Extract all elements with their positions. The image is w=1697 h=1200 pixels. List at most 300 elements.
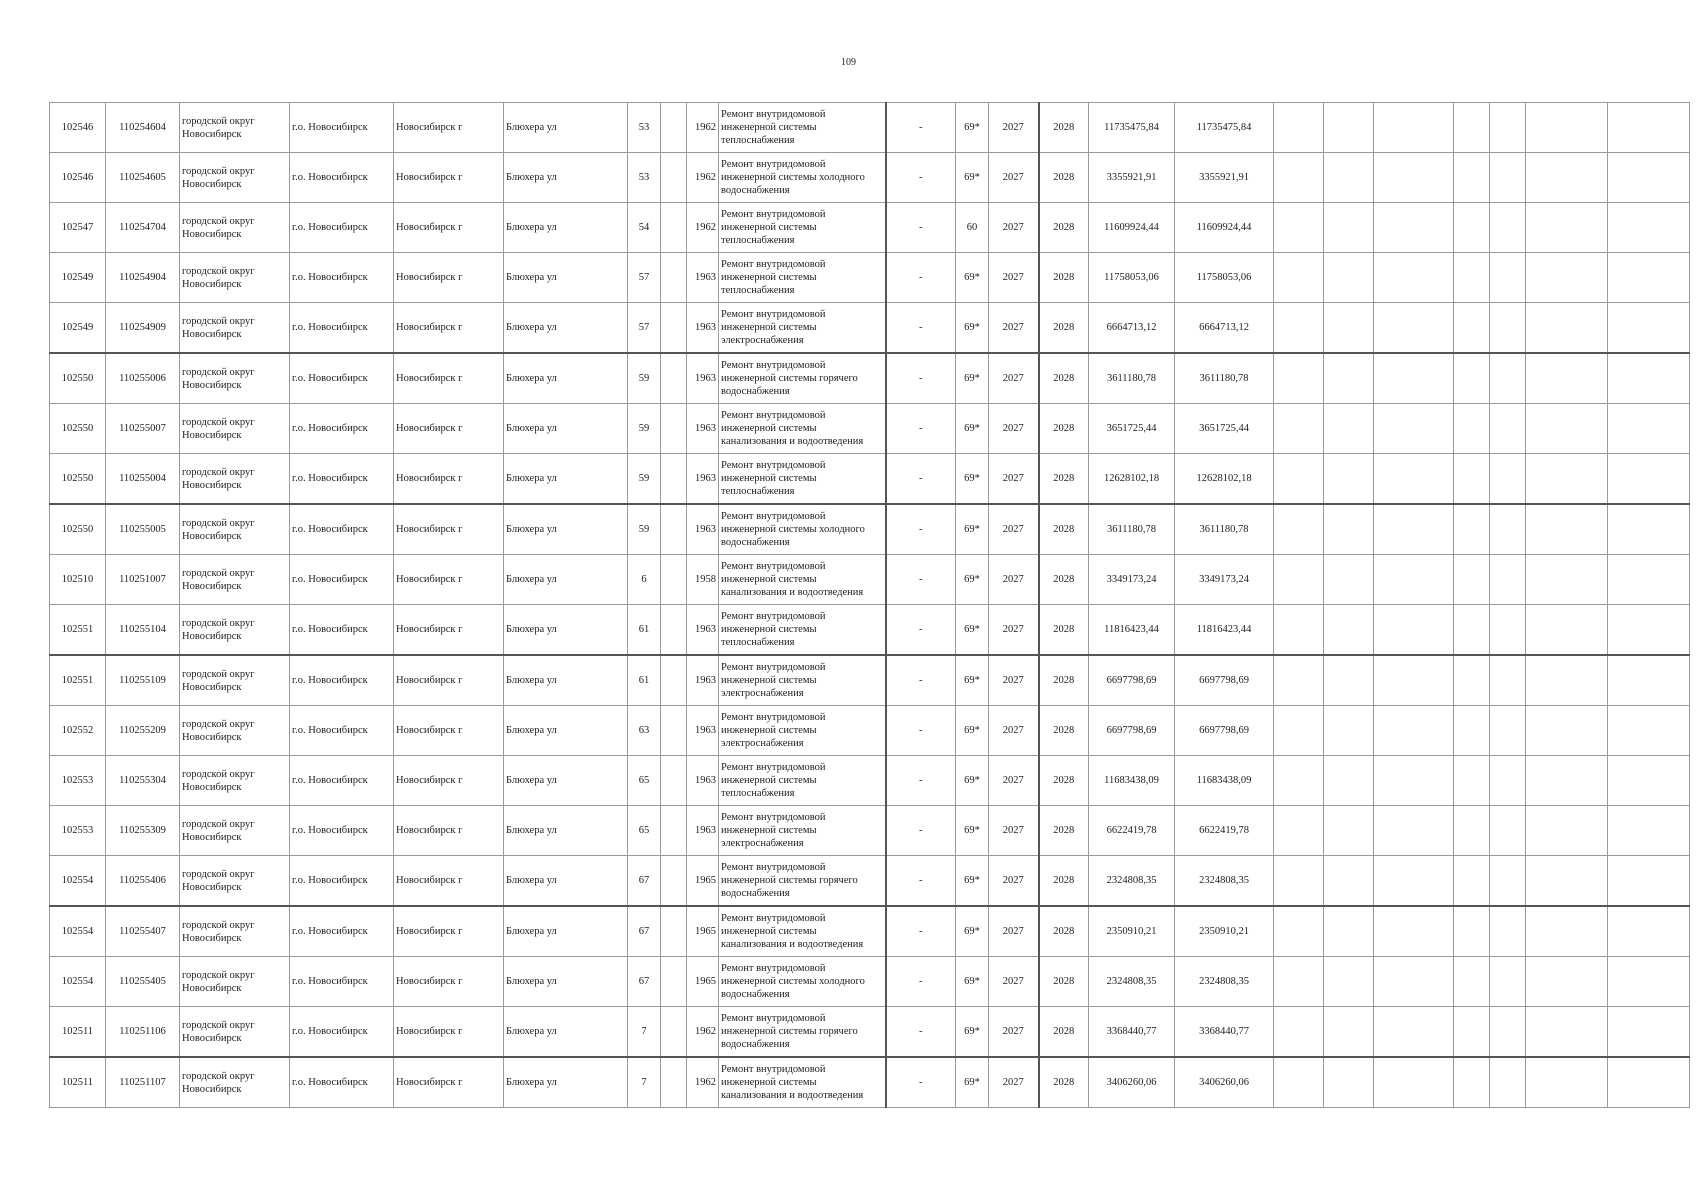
cell-code: 110254909 <box>106 303 180 354</box>
cell-code: 110255104 <box>106 605 180 656</box>
cell-corpus <box>661 706 687 756</box>
cell-wear: 69* <box>956 555 989 605</box>
cell-empty <box>1490 1007 1526 1058</box>
cell-year-end: 2028 <box>1039 153 1089 203</box>
cell-cost-total: 3355921,91 <box>1089 153 1175 203</box>
cell-locality: Новосибирск г <box>394 756 504 806</box>
cell-wear: 69* <box>956 806 989 856</box>
cell-district: г.о. Новосибирск <box>290 303 394 354</box>
cell-district: г.о. Новосибирск <box>290 605 394 656</box>
cell-empty <box>1454 957 1490 1007</box>
cell-locality: Новосибирск г <box>394 957 504 1007</box>
cell-locality: Новосибирск г <box>394 203 504 253</box>
cell-empty <box>1526 605 1608 656</box>
cell-work-type: Ремонт внутридомовой инженерной системы горячего водоснабжения <box>719 353 886 404</box>
cell-year-start: 2027 <box>989 253 1039 303</box>
table-row <box>50 203 1690 253</box>
cell-cost-total: 2324808,35 <box>1089 856 1175 907</box>
cell-empty <box>1454 706 1490 756</box>
cell-empty <box>1490 203 1526 253</box>
page-number: 109 <box>841 57 856 68</box>
cell-cost-fund: 11758053,06 <box>1175 253 1274 303</box>
cell-empty <box>1374 1057 1454 1108</box>
cell-cost-total: 6697798,69 <box>1089 706 1175 756</box>
cell-cost-fund: 11609924,44 <box>1175 203 1274 253</box>
table-row <box>50 605 1690 656</box>
cell-cost-total: 6697798,69 <box>1089 655 1175 706</box>
cell-code: 110255006 <box>106 353 180 404</box>
cell-street: Блюхера ул <box>504 806 628 856</box>
cell-empty <box>1324 303 1374 354</box>
cell-empty <box>1274 253 1324 303</box>
cell-locality: Новосибирск г <box>394 555 504 605</box>
cell-code: 110251007 <box>106 555 180 605</box>
cell-municipality: городской округ Новосибирск <box>180 856 290 907</box>
cell-locality: Новосибирск г <box>394 353 504 404</box>
cell-cost-fund: 3611180,78 <box>1175 353 1274 404</box>
cell-empty <box>1454 303 1490 354</box>
cell-empty <box>1608 555 1690 605</box>
cell-code: 110254904 <box>106 253 180 303</box>
cell-municipality: городской округ Новосибирск <box>180 555 290 605</box>
cell-empty <box>1490 906 1526 957</box>
cell-id: 102550 <box>50 504 106 555</box>
cell-empty <box>1374 655 1454 706</box>
cell-street: Блюхера ул <box>504 756 628 806</box>
cell-empty <box>1608 806 1690 856</box>
cell-id: 102550 <box>50 454 106 505</box>
cell-cost-total: 3349173,24 <box>1089 555 1175 605</box>
table-row <box>50 655 1690 706</box>
cell-district: г.о. Новосибирск <box>290 957 394 1007</box>
cell-code: 110255309 <box>106 806 180 856</box>
table-row <box>50 353 1690 404</box>
cell-street: Блюхера ул <box>504 153 628 203</box>
cell-municipality: городской округ Новосибирск <box>180 153 290 203</box>
cell-empty <box>1454 253 1490 303</box>
cell-year: 1963 <box>687 756 719 806</box>
cell-year-end: 2028 <box>1039 103 1089 153</box>
cell-empty <box>1374 605 1454 656</box>
cell-empty <box>1454 1057 1490 1108</box>
cell-dash: - <box>886 1007 956 1058</box>
cell-empty <box>1608 957 1690 1007</box>
cell-empty <box>1374 756 1454 806</box>
cell-empty <box>1608 655 1690 706</box>
cell-municipality: городской округ Новосибирск <box>180 203 290 253</box>
table-row <box>50 504 1690 555</box>
cell-street: Блюхера ул <box>504 555 628 605</box>
cell-municipality: городской округ Новосибирск <box>180 253 290 303</box>
cell-code: 110255405 <box>106 957 180 1007</box>
cell-cost-total: 11609924,44 <box>1089 203 1175 253</box>
cell-wear: 69* <box>956 605 989 656</box>
cell-empty <box>1608 454 1690 505</box>
cell-cost-fund: 3406260,06 <box>1175 1057 1274 1108</box>
cell-empty <box>1374 806 1454 856</box>
cell-street: Блюхера ул <box>504 253 628 303</box>
cell-empty <box>1274 153 1324 203</box>
cell-code: 110255007 <box>106 404 180 454</box>
cell-empty <box>1454 806 1490 856</box>
cell-corpus <box>661 504 687 555</box>
cell-cost-total: 12628102,18 <box>1089 454 1175 505</box>
cell-cost-total: 6664713,12 <box>1089 303 1175 354</box>
cell-work-type: Ремонт внутридомовой инженерной системы электроснабжения <box>719 303 886 354</box>
cell-empty <box>1454 353 1490 404</box>
cell-empty <box>1490 253 1526 303</box>
cell-year-end: 2028 <box>1039 303 1089 354</box>
cell-wear: 69* <box>956 957 989 1007</box>
cell-empty <box>1490 504 1526 555</box>
cell-dash: - <box>886 605 956 656</box>
cell-house: 57 <box>628 303 661 354</box>
cell-wear: 69* <box>956 906 989 957</box>
table-row <box>50 906 1690 957</box>
cell-empty <box>1454 504 1490 555</box>
cell-empty <box>1324 153 1374 203</box>
table-row <box>50 253 1690 303</box>
table-row <box>50 806 1690 856</box>
cell-cost-fund: 12628102,18 <box>1175 454 1274 505</box>
cell-empty <box>1324 706 1374 756</box>
cell-year: 1963 <box>687 655 719 706</box>
cell-dash: - <box>886 404 956 454</box>
cell-year: 1963 <box>687 303 719 354</box>
cell-empty <box>1454 756 1490 806</box>
cell-corpus <box>661 1007 687 1058</box>
cell-empty <box>1324 504 1374 555</box>
cell-cost-fund: 11816423,44 <box>1175 605 1274 656</box>
cell-empty <box>1274 303 1324 354</box>
cell-empty <box>1526 303 1608 354</box>
cell-year-start: 2027 <box>989 353 1039 404</box>
cell-cost-total: 3368440,77 <box>1089 1007 1175 1058</box>
cell-empty <box>1608 404 1690 454</box>
cell-empty <box>1490 605 1526 656</box>
cell-empty <box>1374 153 1454 203</box>
cell-year-start: 2027 <box>989 103 1039 153</box>
cell-cost-fund: 6664713,12 <box>1175 303 1274 354</box>
cell-year: 1963 <box>687 454 719 505</box>
cell-empty <box>1526 957 1608 1007</box>
cell-street: Блюхера ул <box>504 103 628 153</box>
cell-work-type: Ремонт внутридомовой инженерной системы холодного водоснабжения <box>719 957 886 1007</box>
cell-empty <box>1324 555 1374 605</box>
cell-corpus <box>661 957 687 1007</box>
cell-corpus <box>661 404 687 454</box>
cell-empty <box>1608 1057 1690 1108</box>
table-row <box>50 404 1690 454</box>
cell-id: 102549 <box>50 303 106 354</box>
cell-wear: 69* <box>956 1007 989 1058</box>
cell-municipality: городской округ Новосибирск <box>180 756 290 806</box>
cell-empty <box>1526 1007 1608 1058</box>
cell-house: 65 <box>628 806 661 856</box>
cell-empty <box>1454 203 1490 253</box>
cell-year: 1965 <box>687 957 719 1007</box>
cell-cost-fund: 2324808,35 <box>1175 856 1274 907</box>
cell-street: Блюхера ул <box>504 353 628 404</box>
table-row <box>50 103 1690 153</box>
cell-house: 65 <box>628 756 661 806</box>
cell-empty <box>1608 856 1690 907</box>
cell-id: 102546 <box>50 153 106 203</box>
cell-wear: 60 <box>956 203 989 253</box>
cell-empty <box>1324 253 1374 303</box>
cell-empty <box>1374 103 1454 153</box>
cell-cost-total: 11683438,09 <box>1089 756 1175 806</box>
cell-year: 1963 <box>687 706 719 756</box>
cell-empty <box>1324 203 1374 253</box>
cell-street: Блюхера ул <box>504 706 628 756</box>
cell-municipality: городской округ Новосибирск <box>180 655 290 706</box>
cell-district: г.о. Новосибирск <box>290 756 394 806</box>
cell-year-end: 2028 <box>1039 454 1089 505</box>
cell-cost-fund: 11735475,84 <box>1175 103 1274 153</box>
cell-year-start: 2027 <box>989 756 1039 806</box>
cell-dash: - <box>886 203 956 253</box>
table-row <box>50 756 1690 806</box>
cell-code: 110251107 <box>106 1057 180 1108</box>
cell-house: 63 <box>628 706 661 756</box>
cell-year-end: 2028 <box>1039 706 1089 756</box>
cell-year: 1963 <box>687 605 719 656</box>
cell-dash: - <box>886 655 956 706</box>
cell-id: 102550 <box>50 404 106 454</box>
cell-year-start: 2027 <box>989 1007 1039 1058</box>
cell-empty <box>1526 906 1608 957</box>
cell-municipality: городской округ Новосибирск <box>180 706 290 756</box>
cell-empty <box>1608 303 1690 354</box>
cell-code: 110255209 <box>106 706 180 756</box>
cell-empty <box>1454 605 1490 656</box>
cell-dash: - <box>886 153 956 203</box>
cell-locality: Новосибирск г <box>394 454 504 505</box>
cell-street: Блюхера ул <box>504 906 628 957</box>
cell-empty <box>1454 103 1490 153</box>
cell-house: 54 <box>628 203 661 253</box>
table-row <box>50 153 1690 203</box>
cell-wear: 69* <box>956 856 989 907</box>
cell-dash: - <box>886 957 956 1007</box>
table-row <box>50 1057 1690 1108</box>
cell-locality: Новосибирск г <box>394 404 504 454</box>
cell-empty <box>1454 906 1490 957</box>
cell-year-end: 2028 <box>1039 504 1089 555</box>
cell-locality: Новосибирск г <box>394 153 504 203</box>
cell-empty <box>1490 1057 1526 1108</box>
cell-empty <box>1274 1007 1324 1058</box>
cell-wear: 69* <box>956 103 989 153</box>
cell-empty <box>1374 906 1454 957</box>
cell-empty <box>1374 555 1454 605</box>
cell-cost-total: 6622419,78 <box>1089 806 1175 856</box>
cell-district: г.о. Новосибирск <box>290 103 394 153</box>
cell-street: Блюхера ул <box>504 504 628 555</box>
cell-municipality: городской округ Новосибирск <box>180 103 290 153</box>
cell-empty <box>1374 1007 1454 1058</box>
cell-wear: 69* <box>956 153 989 203</box>
cell-empty <box>1274 806 1324 856</box>
cell-municipality: городской округ Новосибирск <box>180 806 290 856</box>
cell-empty <box>1274 756 1324 806</box>
cell-cost-total: 2324808,35 <box>1089 957 1175 1007</box>
cell-empty <box>1324 454 1374 505</box>
cell-empty <box>1526 153 1608 203</box>
cell-district: г.о. Новосибирск <box>290 555 394 605</box>
cell-wear: 69* <box>956 404 989 454</box>
cell-year-start: 2027 <box>989 454 1039 505</box>
cell-dash: - <box>886 103 956 153</box>
cell-work-type: Ремонт внутридомовой инженерной системы холодного водоснабжения <box>719 504 886 555</box>
cell-locality: Новосибирск г <box>394 605 504 656</box>
cell-year-start: 2027 <box>989 1057 1039 1108</box>
cell-empty <box>1454 404 1490 454</box>
cell-empty <box>1324 806 1374 856</box>
cell-id: 102553 <box>50 806 106 856</box>
cell-work-type: Ремонт внутридомовой инженерной системы канализования и водоотведения <box>719 906 886 957</box>
cell-street: Блюхера ул <box>504 303 628 354</box>
cell-corpus <box>661 655 687 706</box>
cell-empty <box>1324 1057 1374 1108</box>
cell-cost-total: 3406260,06 <box>1089 1057 1175 1108</box>
cell-cost-total: 3611180,78 <box>1089 353 1175 404</box>
cell-empty <box>1374 404 1454 454</box>
cell-empty <box>1274 957 1324 1007</box>
capital-repair-table <box>49 102 1690 1108</box>
cell-empty <box>1490 353 1526 404</box>
cell-dash: - <box>886 856 956 907</box>
cell-locality: Новосибирск г <box>394 906 504 957</box>
cell-empty <box>1324 856 1374 907</box>
cell-empty <box>1374 454 1454 505</box>
cell-year: 1962 <box>687 203 719 253</box>
cell-empty <box>1274 353 1324 404</box>
cell-year-start: 2027 <box>989 203 1039 253</box>
table-row <box>50 706 1690 756</box>
cell-municipality: городской округ Новосибирск <box>180 605 290 656</box>
cell-empty <box>1324 1007 1374 1058</box>
cell-year-end: 2028 <box>1039 756 1089 806</box>
cell-id: 102547 <box>50 203 106 253</box>
cell-empty <box>1526 856 1608 907</box>
cell-empty <box>1490 706 1526 756</box>
cell-cost-fund: 3651725,44 <box>1175 404 1274 454</box>
cell-cost-fund: 2324808,35 <box>1175 957 1274 1007</box>
cell-house: 67 <box>628 856 661 907</box>
cell-empty <box>1526 655 1608 706</box>
cell-empty <box>1324 756 1374 806</box>
cell-empty <box>1274 1057 1324 1108</box>
cell-house: 57 <box>628 253 661 303</box>
cell-cost-fund: 6622419,78 <box>1175 806 1274 856</box>
cell-corpus <box>661 353 687 404</box>
cell-wear: 69* <box>956 504 989 555</box>
cell-empty <box>1274 655 1324 706</box>
cell-empty <box>1374 504 1454 555</box>
cell-empty <box>1490 454 1526 505</box>
cell-code: 110255004 <box>106 454 180 505</box>
cell-dash: - <box>886 756 956 806</box>
cell-id: 102546 <box>50 103 106 153</box>
cell-work-type: Ремонт внутридомовой инженерной системы теплоснабжения <box>719 253 886 303</box>
cell-empty <box>1608 605 1690 656</box>
cell-locality: Новосибирск г <box>394 856 504 907</box>
cell-dash: - <box>886 555 956 605</box>
cell-street: Блюхера ул <box>504 605 628 656</box>
cell-dash: - <box>886 253 956 303</box>
cell-district: г.о. Новосибирск <box>290 706 394 756</box>
table-row <box>50 555 1690 605</box>
cell-corpus <box>661 103 687 153</box>
cell-empty <box>1490 806 1526 856</box>
cell-district: г.о. Новосибирск <box>290 655 394 706</box>
cell-dash: - <box>886 1057 956 1108</box>
cell-street: Блюхера ул <box>504 454 628 505</box>
cell-corpus <box>661 856 687 907</box>
cell-wear: 69* <box>956 253 989 303</box>
cell-house: 7 <box>628 1057 661 1108</box>
cell-dash: - <box>886 504 956 555</box>
cell-empty <box>1526 353 1608 404</box>
cell-code: 110255406 <box>106 856 180 907</box>
cell-empty <box>1454 655 1490 706</box>
cell-year-start: 2027 <box>989 906 1039 957</box>
cell-wear: 69* <box>956 706 989 756</box>
cell-cost-fund: 6697798,69 <box>1175 655 1274 706</box>
table-row <box>50 856 1690 907</box>
cell-empty <box>1274 454 1324 505</box>
cell-empty <box>1274 103 1324 153</box>
cell-year: 1963 <box>687 253 719 303</box>
cell-code: 110254604 <box>106 103 180 153</box>
cell-cost-total: 3611180,78 <box>1089 504 1175 555</box>
cell-district: г.о. Новосибирск <box>290 1057 394 1108</box>
cell-empty <box>1608 103 1690 153</box>
cell-empty <box>1324 655 1374 706</box>
cell-year: 1962 <box>687 103 719 153</box>
cell-year: 1965 <box>687 856 719 907</box>
table-row <box>50 454 1690 505</box>
cell-id: 102554 <box>50 856 106 907</box>
cell-house: 59 <box>628 404 661 454</box>
cell-empty <box>1490 957 1526 1007</box>
cell-street: Блюхера ул <box>504 1057 628 1108</box>
cell-id: 102511 <box>50 1057 106 1108</box>
cell-year-end: 2028 <box>1039 253 1089 303</box>
cell-empty <box>1324 957 1374 1007</box>
cell-empty <box>1324 404 1374 454</box>
cell-empty <box>1526 504 1608 555</box>
cell-house: 67 <box>628 906 661 957</box>
cell-empty <box>1608 203 1690 253</box>
cell-code: 110254704 <box>106 203 180 253</box>
cell-empty <box>1274 203 1324 253</box>
cell-empty <box>1490 756 1526 806</box>
cell-empty <box>1490 103 1526 153</box>
cell-empty <box>1526 1057 1608 1108</box>
cell-empty <box>1608 504 1690 555</box>
cell-work-type: Ремонт внутридомовой инженерной системы теплоснабжения <box>719 203 886 253</box>
cell-wear: 69* <box>956 353 989 404</box>
cell-house: 61 <box>628 605 661 656</box>
cell-year-end: 2028 <box>1039 203 1089 253</box>
cell-district: г.о. Новосибирск <box>290 806 394 856</box>
cell-district: г.о. Новосибирск <box>290 856 394 907</box>
cell-dash: - <box>886 906 956 957</box>
cell-cost-total: 3651725,44 <box>1089 404 1175 454</box>
